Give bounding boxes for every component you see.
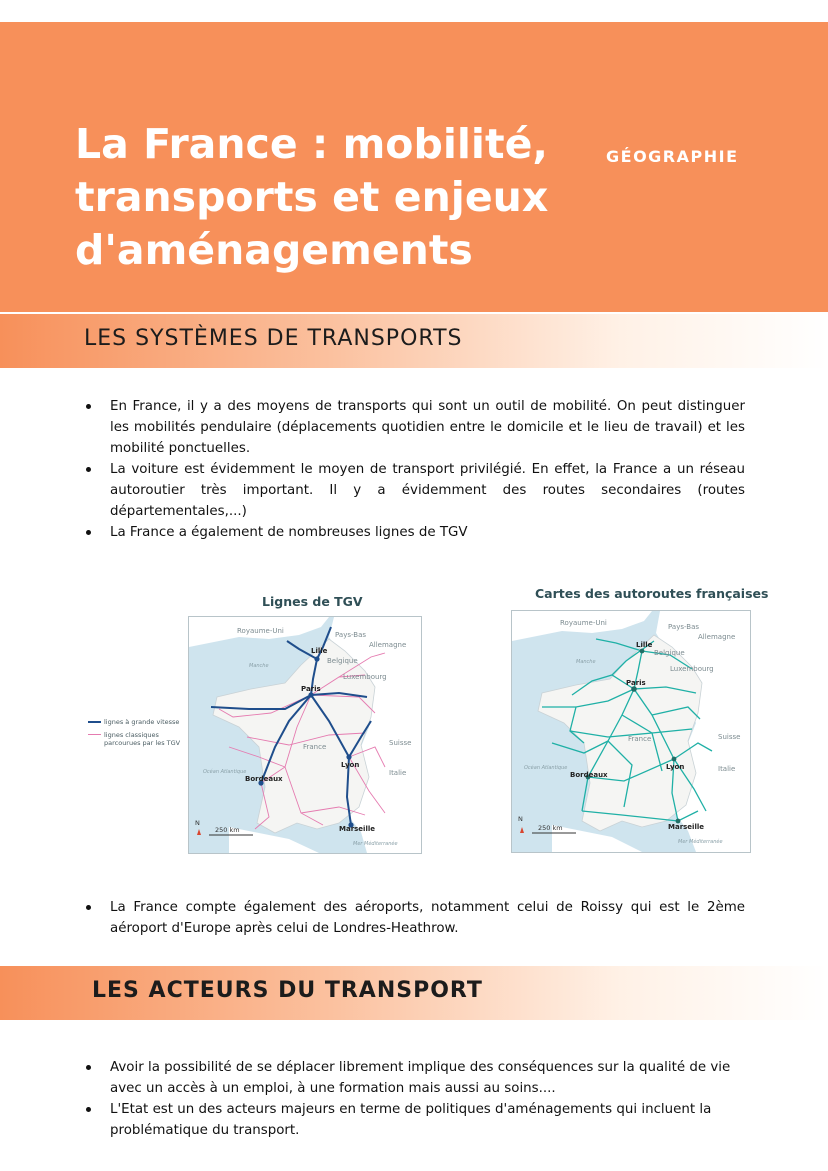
city-dot-paris [308, 692, 313, 697]
city-label-lille: Lille [311, 647, 328, 655]
section-band-transport-actors [0, 966, 828, 1020]
legend-label-high-speed: lignes à grande vitesse [104, 718, 180, 726]
label-ch: Suisse [718, 733, 741, 741]
label-be: Belgique [654, 649, 685, 657]
label-nl: Pays-Bas [668, 623, 700, 631]
scale-label: 250 km [538, 824, 563, 832]
city-label-lyon: Lyon [341, 761, 360, 769]
list-item: La voiture est évidemment le moyen de transport privilégié. En effet, la France a un réseau autoroutier très important. Il y a évidemment des routes secondaires (routes départementales,...) [86, 459, 745, 522]
map-legend-tgv [88, 718, 194, 752]
label-be: Belgique [327, 657, 358, 665]
city-label-paris: Paris [301, 685, 321, 693]
label-it: Italie [389, 769, 407, 777]
legend-label-classic: lignes classiques parcourues par les TGV [104, 731, 181, 747]
city-label-marseille: Marseille [339, 825, 376, 833]
city-dot-lille [314, 656, 319, 661]
label-it: Italie [718, 765, 736, 773]
label-ch: Suisse [389, 739, 412, 747]
title-line-3: d'aménagements [75, 226, 473, 274]
north-arrow-label: N [518, 815, 523, 823]
city-dot-lille [640, 649, 645, 654]
city-dot-paris [631, 686, 637, 692]
north-arrow-icon [197, 829, 201, 835]
label-france: France [303, 743, 327, 751]
label-nl: Pays-Bas [335, 631, 367, 639]
bullet-list-transport-systems [86, 396, 745, 543]
label-atlantic: Océan Atlantique [203, 769, 247, 775]
label-uk: Royaume-Uni [560, 619, 607, 627]
label-france: France [628, 735, 652, 743]
list-item: La France compte également des aéroports, notamment celui de Roissy qui est le 2ème aéroport d'Europe après celui de Londres-Heathrow. [86, 897, 745, 939]
city-label-marseille: Marseille [668, 823, 705, 831]
label-uk: Royaume-Uni [237, 627, 284, 635]
label-atlantic: Océan Atlantique [524, 765, 568, 771]
city-label-bordeaux: Bordeaux [570, 771, 608, 779]
section-band-transport-systems [0, 314, 828, 368]
label-de: Allemagne [369, 641, 407, 649]
bullet-list-transport-actors [86, 1057, 745, 1141]
city-label-lyon: Lyon [666, 763, 685, 771]
city-dot-lyon [346, 754, 351, 759]
section-title-transport-systems: LES SYSTÈMES DE TRANSPORTS [84, 326, 463, 351]
legend-line-high-speed [88, 721, 101, 723]
map-autoroutes [511, 610, 751, 853]
legend-item-high-speed [88, 718, 194, 726]
city-label-paris: Paris [626, 679, 646, 687]
map-title-tgv: Lignes de TGV [262, 594, 363, 609]
city-label-lille: Lille [636, 641, 653, 649]
list-item: En France, il y a des moyens de transports qui sont un outil de mobilité. On peut distinguer les mobilités pendulaire (déplacements quotidien entre le domicile et le lieu de travail) et les mobilité ponctuelles. [86, 396, 745, 459]
north-arrow-label: N [195, 819, 200, 827]
scale-label: 250 km [215, 826, 240, 834]
label-lu: Luxembourg [343, 673, 387, 681]
map-title-autoroutes: Cartes des autoroutes françaises [535, 586, 769, 601]
label-manche: Manche [576, 659, 596, 665]
map-tgv-graphic [189, 617, 421, 853]
page-title [75, 118, 595, 277]
legend-line-classic [88, 734, 101, 735]
label-lu: Luxembourg [670, 665, 714, 673]
map-autoroutes-graphic [512, 611, 750, 852]
subject-label: GÉOGRAPHIE [606, 147, 739, 166]
list-item: La France a également de nombreuses lignes de TGV [86, 522, 745, 543]
city-dot-lyon [672, 757, 677, 762]
title-line-2: transports et enjeux [75, 173, 549, 221]
section-title-transport-actors: LES ACTEURS DU TRANSPORT [92, 978, 483, 1003]
label-med: Mer Méditerranée [353, 841, 398, 847]
title-line-1: La France : mobilité, [75, 120, 548, 168]
city-label-bordeaux: Bordeaux [245, 775, 283, 783]
label-med: Mer Méditerranée [678, 839, 723, 845]
north-arrow-icon [520, 827, 524, 833]
legend-item-classic [88, 731, 194, 747]
bullet-list-airports [86, 897, 745, 939]
map-tgv [188, 616, 422, 854]
list-item: Avoir la possibilité de se déplacer librement implique des conséquences sur la qualité de vie avec un accès à un emploi, à une formation mais aussi au soins.... [86, 1057, 745, 1099]
list-item: L'Etat est un des acteurs majeurs en terme de politiques d'aménagements qui incluent la problématique du transport. [86, 1099, 745, 1141]
label-manche: Manche [249, 663, 269, 669]
label-de: Allemagne [698, 633, 736, 641]
